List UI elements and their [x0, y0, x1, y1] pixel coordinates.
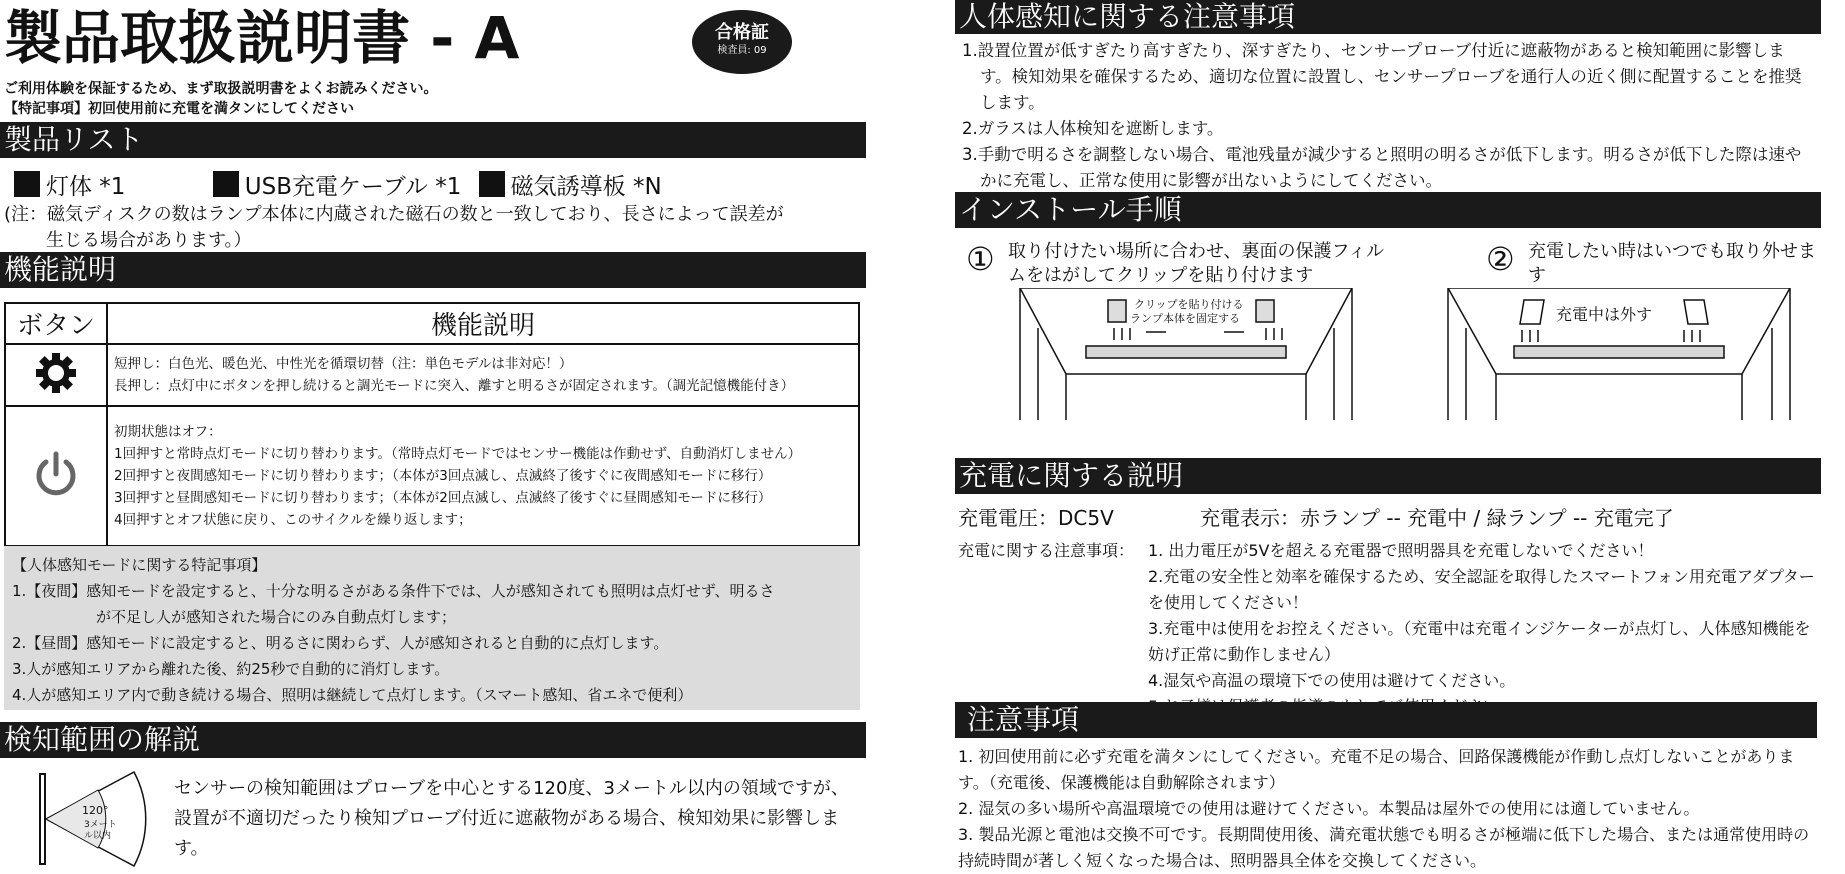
function-desc-cell — [107, 344, 859, 406]
product-item: USB充電ケーブル *1 — [213, 174, 462, 200]
product-item-list — [14, 168, 662, 201]
remove-while-charging-label: 充電中は外す — [1556, 305, 1653, 324]
function-line: 4回押すとオフ状態に戻り、このサイクルを繰り返します； — [114, 512, 472, 528]
install-step-1-text: 取り付けたい場所に合わせ、裏面の保護フィルムをはがしてクリップを貼り付けます — [1008, 241, 1385, 286]
section-heading-charging: 充電に関する説明 — [955, 458, 1821, 494]
section-heading-sensor-notes: 人体感知に関する注意事項 — [955, 0, 1821, 34]
product-item: 灯体 *1 — [14, 174, 125, 200]
charging-note-item: 1. 出力電圧が5Vを超える充電器で照明器具を充電しないでください！ — [1148, 541, 1654, 560]
column-header-button: ボタン — [5, 303, 107, 344]
install-step-1-number: ① — [966, 240, 995, 278]
stamp-main-text: 合格証 — [715, 22, 769, 43]
product-note-line-1: (注：磁気ディスクの数はランプ本体に内蔵された磁石の数と一致しており、長さによって誤差が — [4, 204, 784, 225]
function-line: 3回押すと昼間感知モードに切り替わります；（本体が2回点滅し、点滅終了後すぐに昼間感知モードに移行） — [114, 490, 772, 506]
charging-notes-list — [1148, 538, 1816, 720]
sensor-mode-item: 3.人が感知エリアから離れた後、約25秒で自動的に消灯します。 — [12, 660, 450, 678]
clip-attach-label: クリップを貼り付ける — [1134, 298, 1244, 311]
section-heading-caution: 注意事項 — [955, 702, 1817, 738]
sensor-mode-item: 1.【夜間】感知モードを設定すると、十分な明るさがある条件下では、人が感知されても照明は点灯せず、明るさ — [12, 582, 775, 600]
function-table — [4, 302, 860, 547]
intro-line-1: ご利用体験を保証するため、まず取扱説明書をよくお読みください。 — [4, 81, 438, 97]
range-description: センサーの検知範囲はプローブを中心とする120度、3メートル以内の領域ですが、設置が不適切だったり検知プローブ付近に遮蔽物がある場合、検知効果に影響します。 — [174, 778, 849, 859]
sensor-mode-note-box — [4, 546, 860, 710]
caution-list — [958, 744, 1816, 874]
stamp-sub-text: 検査員: 09 — [717, 45, 767, 56]
product-note-line-2: 生じる場合があります。） — [46, 230, 252, 251]
caution-item: 3. 製品光源と電池は交換不可です。長期間使用後、満充電状態でも明るさが極端に低下した場合、または通常使用時の持続時間が著しく短くなった場合は、照明器具全体を交換してください。 — [958, 825, 1810, 870]
range-distance-label: 3メートル以内 — [84, 820, 117, 841]
function-line: 2回押すと夜間感知モードに切り替わります；（本体が3回点滅し、点滅終了後すぐに夜間感知モードに移行） — [114, 468, 772, 484]
intro-line-2: 【特記事項】初回使用前に充電を満タンにしてください — [4, 101, 354, 117]
function-line: 長押し：点灯中にボタンを押し続けると調光モードに突入、離すと明るさが固定されます。（調光記憶機能付き） — [114, 378, 795, 394]
function-desc-cell — [107, 406, 859, 546]
section-heading-function: 機能説明 — [0, 252, 866, 288]
sensor-notes-list — [962, 38, 1816, 194]
sensor-note-item: 3.手動で明るさを調整しない場合、電池残量が減少すると照明の明るさが低下します。明るさが低下した際は速やかに充電し、正常な使用に影響が出ないようにしてください。 — [962, 145, 1802, 190]
sensor-mode-item: 2.【昼間】感知モードに設定すると、明るさに関わらず、人が感知されると自動的に点灯します。 — [12, 634, 669, 652]
caution-item: 2. 湿気の多い場所や高温環境での使用は避けてください。本製品は屋外での使用には適していません。 — [958, 799, 1700, 818]
sensor-mode-item: が不足し人が感知された場合にのみ自動点灯します； — [96, 608, 457, 626]
detection-range-diagram — [38, 770, 148, 868]
power-icon — [5, 406, 107, 546]
charging-note-item: 4.湿気や高温の環境下での使用は避けてください。 — [1148, 671, 1516, 690]
install-step-1-diagram — [1016, 288, 1356, 420]
sensor-note-item: 1.設置位置が低すぎたり高すぎたり、深すぎたり、センサープローブ付近に遮蔽物があると検知範囲に影響します。検知効果を確保するため、適切な位置に設置し、センサープローブを通行人の近く側に配置することを推奨します。 — [962, 41, 1802, 112]
sensor-mode-title: 【人体感知モードに関する特記事項】 — [12, 556, 267, 574]
section-heading-product-list: 製品リスト — [0, 122, 866, 158]
sensor-mode-item: 4.人が感知エリア内で動き続ける場合、照明は継続して点灯します。（スマート感知、省エネで便利） — [12, 686, 693, 704]
charging-indicator: 充電表示：赤ランプ -- 充電中 / 緑ランプ -- 充電完了 — [1200, 506, 1674, 530]
install-step-2-number: ② — [1486, 240, 1515, 278]
charging-voltage: 充電電圧：DC5V — [958, 506, 1114, 530]
function-line: 短押し：白色光、暖色光、中性光を循環切替（注：単色モデルは非対応！） — [114, 356, 573, 372]
section-heading-range: 検知範囲の解説 — [0, 722, 866, 758]
document-title: 製品取扱説明書 - A — [4, 4, 520, 72]
function-line: 初期状態はオフ： — [114, 424, 222, 440]
caution-item: 1. 初回使用前に必ず充電を満タンにしてください。充電不足の場合、回路保護機能が作動し点灯しないことがあります。（充電後、保護機能は自動解除されます） — [958, 747, 1795, 792]
range-angle-label: 120° — [82, 804, 109, 817]
column-header-description: 機能説明 — [107, 303, 859, 344]
install-step-2-text: 充電したい時はいつでも取り外せます — [1528, 241, 1816, 286]
product-item: 磁気誘導板 *N — [479, 174, 662, 200]
charging-note-item: 3.充電中は使用をお控えください。（充電中は充電インジケーターが点灯し、人体感知機能を妨げ正常に動作しません） — [1148, 619, 1811, 664]
inspection-stamp — [692, 10, 792, 74]
function-line: 1回押すと常時点灯モードに切り替わります。（常時点灯モードではセンサー機能は作動せず、自動消灯しません） — [114, 446, 802, 462]
charging-note-item: 2.充電の安全性と効率を確保するため、安全認証を取得したスマートフォン用充電アダプターを使用してください！ — [1148, 567, 1815, 612]
lamp-fix-label: ランプ本体を固定する — [1130, 312, 1240, 325]
gear-icon — [5, 344, 107, 406]
charging-notes-label: 充電に関する注意事項： — [958, 541, 1135, 560]
install-step-2-diagram — [1444, 288, 1794, 420]
section-heading-install: インストール手順 — [955, 192, 1821, 228]
sensor-note-item: 2.ガラスは人体検知を遮断します。 — [962, 119, 1224, 138]
